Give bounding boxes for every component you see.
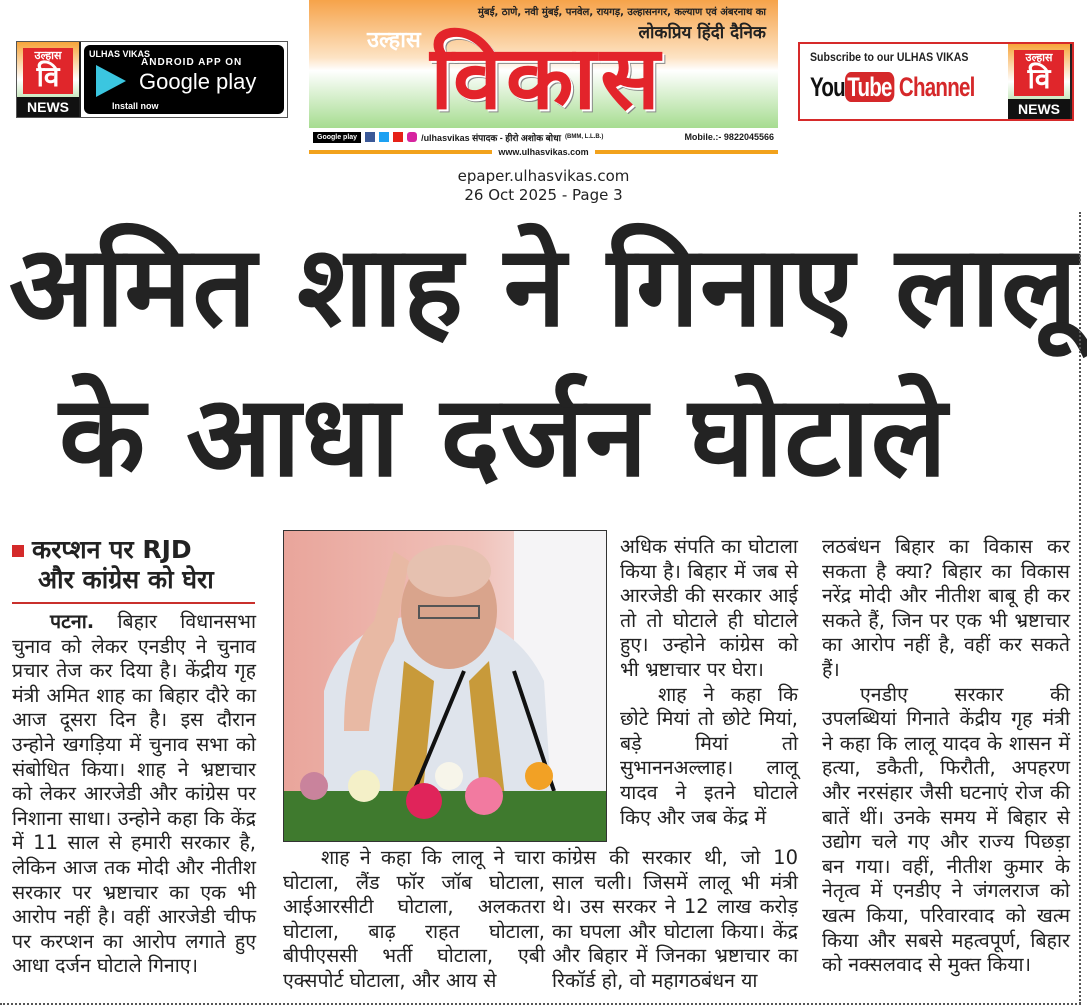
photo-illustration: [284, 531, 606, 841]
column-3-paragraph-2: शाह ने कहा कि छोटे मियां तो छोटे मियां, बड़े मियां तो सुभाननअल्लाह। लालू यादव ने इतने घोटाले किए और जब केंद्र में: [620, 682, 798, 829]
ad-install-cta: Install now: [112, 101, 159, 111]
subheading-underline: [12, 602, 255, 604]
yt-channel: Channel: [898, 72, 975, 102]
article-column-4: [822, 535, 1070, 978]
google-play-badge[interactable]: [84, 45, 284, 114]
google-play-app-ad[interactable]: [16, 41, 288, 118]
facebook-icon[interactable]: [365, 132, 375, 142]
article-column-3-bottom: [552, 846, 798, 994]
column-3-bottom-text: कांग्रेस की सरकार थी, जो 10 साल चली। जिसमें लालू भी मंत्री थे। उस सरकर ने 12 लाख करोड़ का घपला और घोटाला किया। केंद्र और बिहार में जिनका भ्रष्टाचार का रिकॉर्ड हो, वो महागठबंधन या: [552, 846, 798, 992]
masthead-cities: मुंबई, ठाणे, नवी मुंबई, पनवेल, रायगड़, उल्हासनगर, कल्याण एवं अंबरनाथ का: [477, 7, 766, 18]
column-4-paragraph-1: लठबंधन बिहार का विकास कर सकता है क्या? बिहार का विकास नरेंद्र मोदी और नीतीश बाबू ही कर सकते हैं, जिन पर एक भी भ्रष्टाचार का आरोप नहीं है, वहीं कर सकते हैं।: [822, 535, 1070, 681]
divider: [595, 150, 778, 154]
subheading-line2: और कांग्रेस को घेरा: [38, 565, 214, 594]
google-play-mini-badge[interactable]: Google play: [313, 132, 361, 143]
subheading-line1: करप्शन पर RJD: [32, 535, 192, 564]
editor-degree: (BMM, L.L.B.): [565, 134, 604, 140]
logo-small-text: उल्हास: [34, 49, 62, 62]
ulhas-vikas-news-logo: [17, 42, 81, 117]
play-store-icon: [96, 65, 126, 97]
column-3-paragraph-1: अधिक संपति का घोटाला किया है। बिहार में जब से आरजेडी की सरकार आई तो तो घोटाले ही घोटाले हुए। उन्होने कांग्रेस को भी भ्रष्टाचार पर घेरा।: [620, 535, 798, 681]
article-subheading: [12, 535, 257, 595]
yt-tube: Tube: [845, 72, 894, 102]
masthead: [309, 0, 778, 157]
twitter-icon[interactable]: [379, 132, 389, 142]
logo-big-letter: वि: [23, 48, 73, 94]
article-column-1: [12, 610, 256, 979]
ulhas-vikas-news-logo: [1008, 44, 1072, 119]
social-handle-editor: /ulhasvikas संपादक - हीरो अशोक बोधा: [421, 132, 562, 143]
youtube-channel-ad[interactable]: [798, 42, 1074, 121]
ad-brand: ULHAS VIKAS: [89, 49, 151, 59]
logo-news-text: NEWS: [17, 97, 79, 117]
logo-small-text: उल्हास: [1025, 51, 1053, 64]
epaper-site: epaper.ulhasvikas.com: [457, 167, 630, 185]
dateline: पटना.: [50, 610, 95, 633]
ad-line1: ANDROID APP ON: [141, 57, 243, 68]
bullet-square-icon: [12, 545, 24, 557]
masthead-info-bar: [309, 128, 778, 146]
logo-news-text: NEWS: [1008, 99, 1070, 119]
page-border-bottom: [0, 1003, 1081, 1005]
column-2-text: शाह ने कहा कि लालू ने चारा घोटाला, लैंड फॉर जॉब घोटाला, आईआरसीटी घोटाला, अलकतरा घोटाला, बाढ़ राहत घोटाला, बीपीएससी भर्ती घोटाला, एबी एक्सपोर्ट घोटाला, और आय से: [283, 846, 545, 992]
instagram-icon[interactable]: [407, 132, 417, 142]
masthead-name: विकास: [430, 26, 664, 129]
article-column-2: [283, 846, 545, 994]
masthead-tagline: लोकप्रिय हिंदी दैनिक: [638, 23, 766, 43]
youtube-channel-text: [810, 72, 975, 103]
ad-subscribe-text: Subscribe to our ULHAS VIKAS: [810, 50, 969, 64]
epaper-date-page: 26 Oct 2025 - Page 3: [464, 186, 623, 204]
mobile-number: Mobile.:- 9822045566: [684, 132, 774, 142]
youtube-icon[interactable]: [393, 132, 403, 142]
logo-big-letter: वि: [1014, 50, 1064, 96]
page-border-right: [1079, 212, 1081, 1004]
amit-shah-speech-photo: [283, 530, 607, 842]
masthead-name-small: उल्हास: [367, 28, 421, 53]
yt-you: You: [810, 72, 845, 102]
headline-line1: अमित शाह ने गिनाए लालू: [8, 222, 1079, 352]
column-4-paragraph-2: एनडीए सरकार की उपलब्धियां गिनाते केंद्रीय गृह मंत्री ने कहा कि लालू यादव के शासन में हत्या, डकैती, फिरौती, अपहरण और नरसंहार जैसी घटनाएं रोज की बातें थीं। उनके समय में बिहार से उद्योग चले गए और राज्य पिछड़ा बन गया। वहीं, नीतीश कुमार के नेतृत्व में एनडीए ने जंगलराज को खत्म किया, परिवारवाद को खत्म किया और सबसे महत्वपूर्ण, बिहार को नक्सलवाद से मुक्त किया।: [822, 682, 1070, 977]
website-link[interactable]: www.ulhasvikas.com: [498, 146, 589, 157]
headline-line2: के आधा दर्जन घोटाले: [59, 372, 948, 502]
column-1-text: बिहार विधानसभा चुनाव को लेकर एनडीए ने चुनाव प्रचार तेज कर दिया है। केंद्रीय गृह मंत्री अमित शाह का बिहार दौरे का आज दूसरा दिन है। इस दौरान उन्होने खगड़िया में चुनाव सभा को संबोधित किया। शाह ने भ्रष्टाचार को लेकर आरजेडी और कांग्रेस पर निशाना साधा। उन्होने कहा कि केंद्र में 11 साल से हमारी सरकार है, लेकिन आज तक मोदी और नीतीश सरकार पर भ्रष्टाचार का एक भी आरोप नहीं है। वहीं आरजेडी चीफ पर करप्शन का आरोप लगाते हुए आधा दर्जन घोटाले गिनाए।: [12, 610, 257, 978]
article-column-3-top: [620, 535, 798, 830]
divider: [309, 150, 492, 154]
ad-store-name: Google play: [139, 69, 257, 94]
website-bar: [309, 146, 778, 157]
